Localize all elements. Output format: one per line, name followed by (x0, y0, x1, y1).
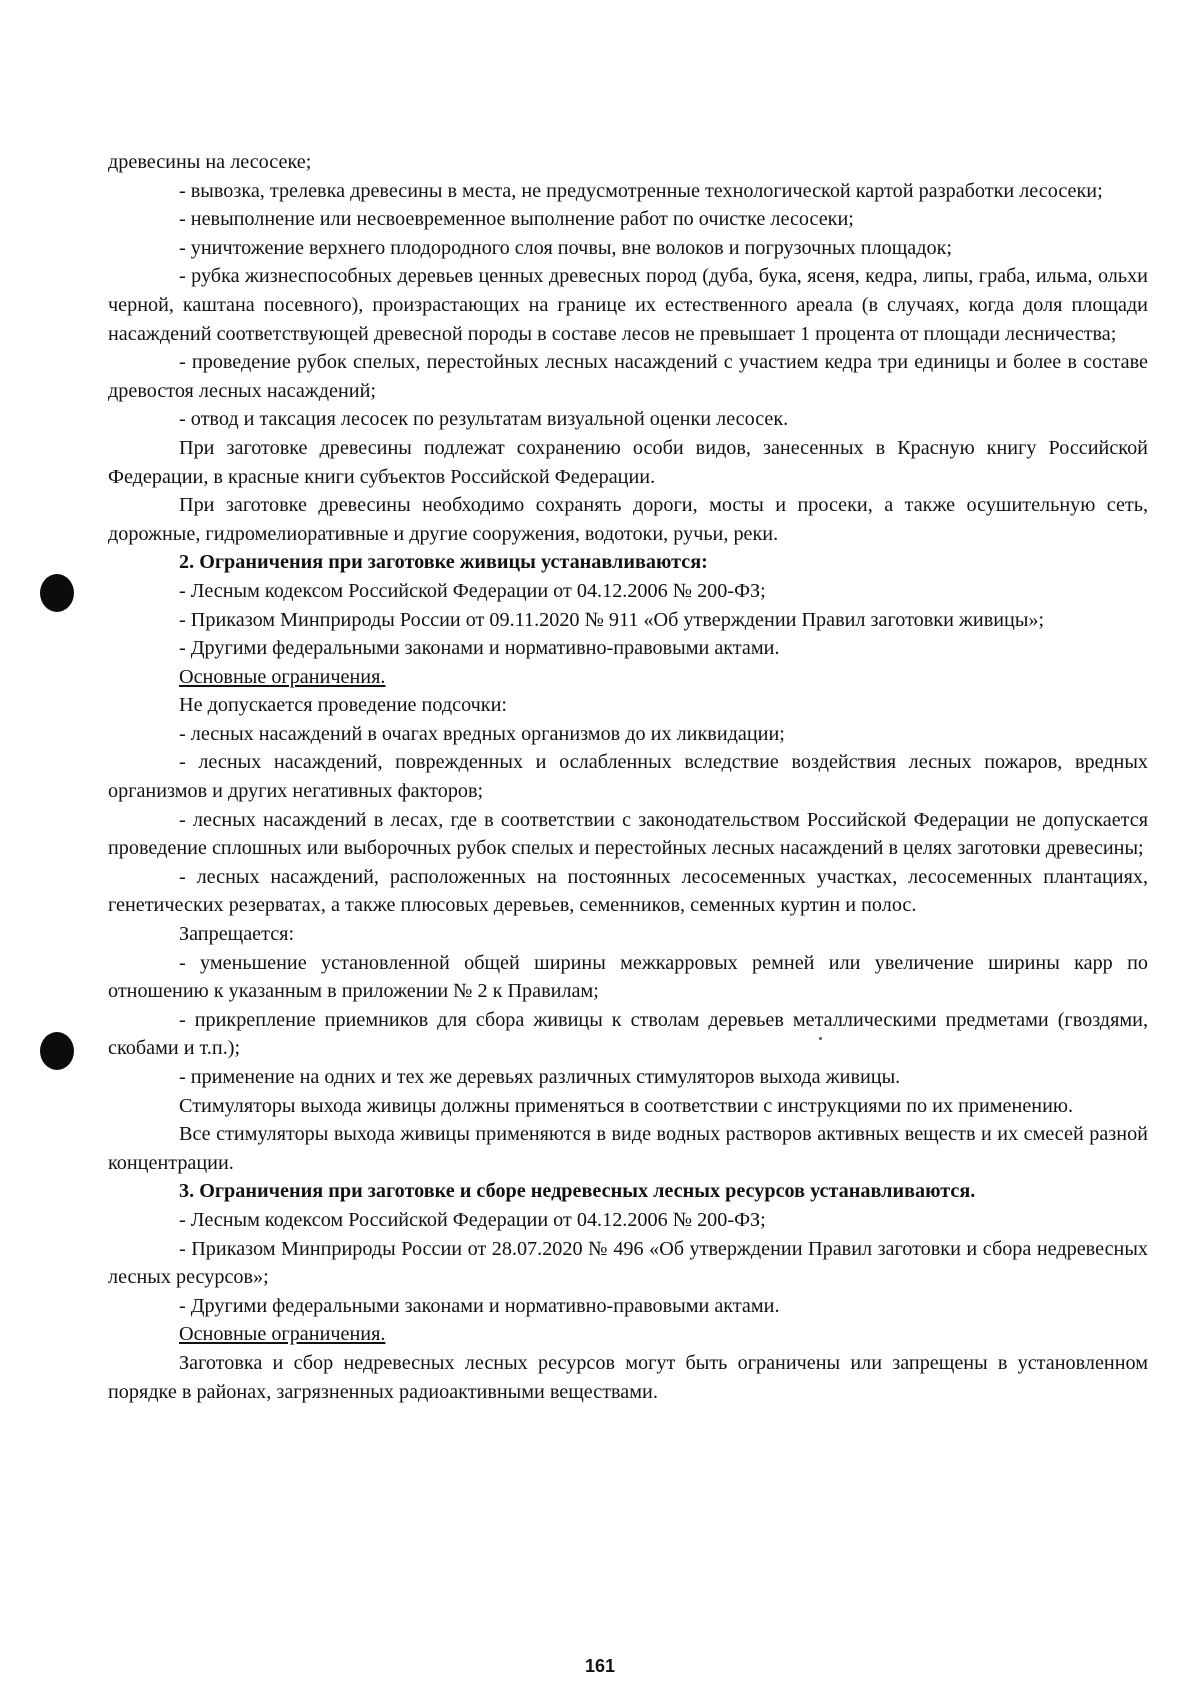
paragraph: - отвод и таксация лесосек по результатам визуальной оценки лесосек. (179, 408, 789, 431)
paragraph: - проведение рубок спелых, перестойных лесных насаждений с участием кедра три единицы и более в составе древостоя лесных насаждений; (108, 351, 1148, 402)
paragraph: - применение на одних и тех же деревьях различных стимуляторов выхода живицы. (179, 1066, 901, 1088)
scan-speck (819, 1037, 822, 1040)
paragraph: - Другими федеральными законами и нормативно-правовыми актами. (179, 637, 780, 660)
subheading: Основные ограничения. (179, 1323, 386, 1346)
paragraph: - лесных насаждений в лесах, где в соответствии с законодательством Российской Федерации не допускается проведение сплошных или выборочных рубок спелых и перестойных лесных насаждений в целях заготовки древесины; (108, 808, 1148, 860)
section-heading: 2. Ограничения при заготовке живицы устанавливаются: (179, 551, 708, 574)
paragraph: - Другими федеральными законами и нормативно-правовыми актами. (179, 1294, 780, 1317)
punch-hole-top (40, 574, 74, 612)
paragraph: - невыполнение или несвоевременное выполнение работ по очистке лесосеки; (179, 208, 854, 231)
paragraph: При заготовке древесины необходимо сохранять дороги, мосты и просеки, а также осушительную сеть, дорожные, гидромелиоративные и другие сооружения, водотоки, ручьи, реки. (108, 494, 1148, 545)
section-heading: 3. Ограничения при заготовке и сборе недревесных лесных ресурсов устанавливаются. (179, 1180, 976, 1203)
paragraph: - лесных насаждений, поврежденных и ослабленных вследствие воздействия лесных пожаров, вредных организмов и других негативных факторов; (108, 751, 1148, 803)
paragraph: Стимуляторы выхода живицы должны применяться в соответствии с инструкциями по их применению. (179, 1094, 1074, 1117)
paragraph: - уменьшение установленной общей ширины межкарровых ремней или увеличение ширины карр по отношению к указанным в приложении № 2 к Правилам; (108, 951, 1148, 1003)
document-body (108, 148, 1148, 1406)
paragraph: - Лесным кодексом Российской Федерации от 04.12.2006 № 200-ФЗ; (179, 579, 766, 602)
subheading: Основные ограничения. (179, 665, 386, 688)
punch-hole-bottom (40, 1032, 74, 1070)
paragraph: - рубка жизнеспособных деревьев ценных древесных пород (дуба, бука, ясеня, кедра, липы, граба, ильма, ольхи черной, каштана посевного), произрастающих на границе их естественного ареала (в случаях, когда доля площади насаждений соответствующей древесной породы в составе лесов не превышает 1 процента от площади лесничества; (108, 265, 1148, 345)
paragraph: - вывозка, трелевка древесины в места, не предусмотренные технологической картой разработки лесосеки; (179, 179, 1103, 202)
paragraph: - лесных насаждений, расположенных на постоянных лесосеменных участках, лесосеменных плантациях, генетических резерватах, а также плюсовых деревьев, семенников, семенных куртин и полос. (108, 865, 1148, 917)
paragraph: Запрещается: (179, 923, 295, 946)
paragraph: - Приказом Минприроды России от 28.07.2020 № 496 «Об утверждении Правил заготовки и сбора недревесных лесных ресурсов»; (108, 1237, 1148, 1289)
paragraph: - уничтожение верхнего плодородного слоя почвы, вне волоков и погрузочных площадок; (179, 236, 952, 259)
paragraph: древесины на лесосеке; (108, 151, 312, 173)
paragraph: Заготовка и сбор недревесных лесных ресурсов могут быть ограничены или запрещены в установленном порядке в районах, загрязненных радиоактивными веществами. (108, 1351, 1148, 1403)
paragraph: - лесных насаждений в очагах вредных организмов до их ликвидации; (179, 722, 785, 745)
paragraph: При заготовке древесины подлежат сохранению особи видов, занесенных в Красную книгу Российской Федерации, в красные книги субъектов Российской Федерации. (108, 436, 1148, 488)
page-number: 161 (584, 1656, 616, 1676)
paragraph: Не допускается проведение подсочки: (179, 694, 508, 717)
paragraph: - прикрепление приемников для сбора живицы к стволам деревьев металлическими предметами (гвоздями, скобами и т.п.); (108, 1008, 1148, 1060)
paragraph: - Лесным кодексом Российской Федерации от 04.12.2006 № 200-ФЗ; (179, 1208, 766, 1231)
paragraph: - Приказом Минприроды России от 09.11.2020 № 911 «Об утверждении Правил заготовки живицы»; (179, 608, 1045, 631)
paragraph: Все стимуляторы выхода живицы применяются в виде водных растворов активных веществ и их смесей разной концентрации. (108, 1123, 1148, 1174)
